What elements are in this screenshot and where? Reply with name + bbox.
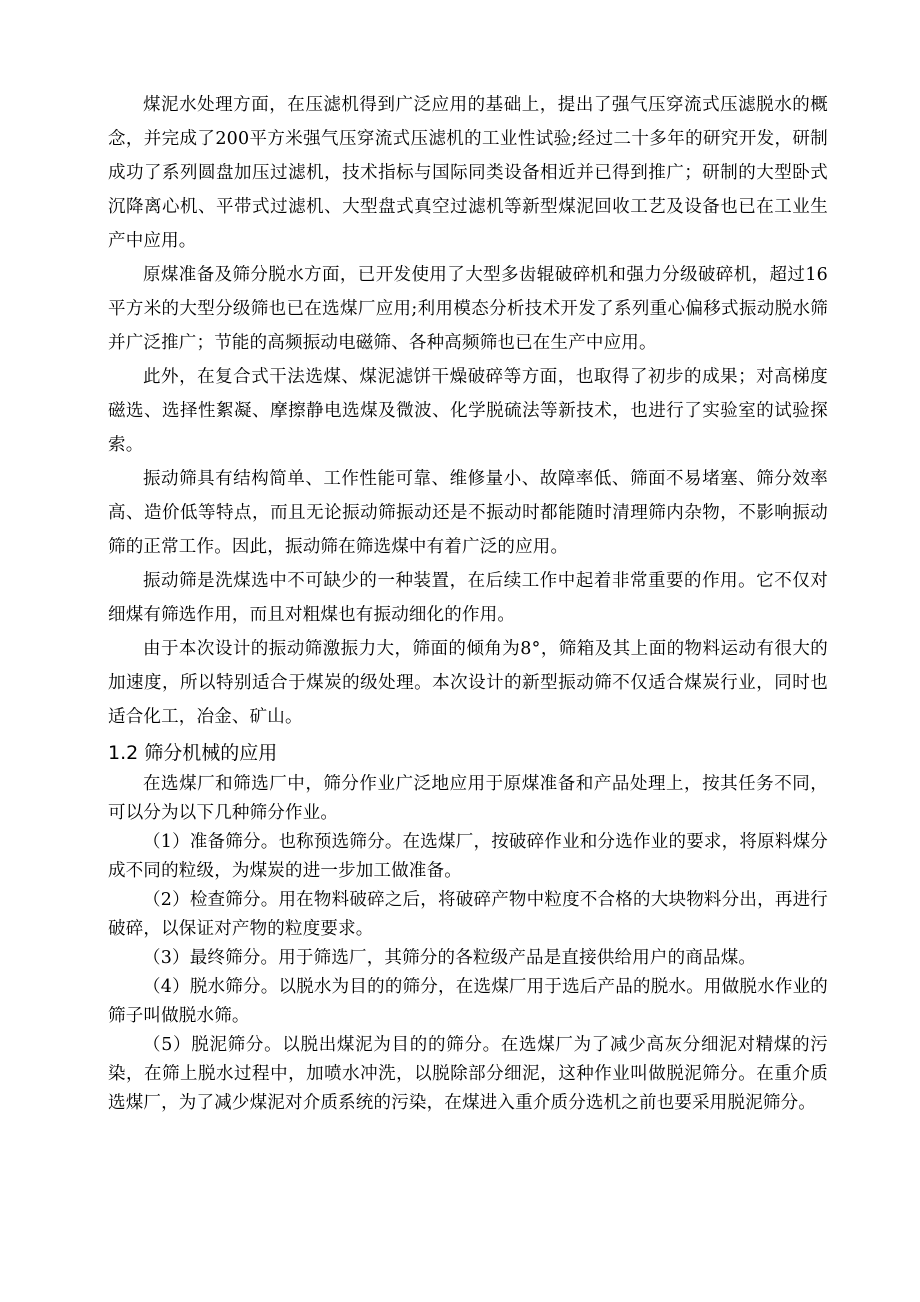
paragraph-screening-intro: 在选煤厂和筛选厂中，筛分作业广泛地应用于原煤准备和产品处理上，按其任务不同，可以分为以下几种筛分作业。: [108, 774, 828, 823]
paragraph-design-summary: 由于本次设计的振动筛激振力大，筛面的倾角为8°，筛箱及其上面的物料运动有很大的加速度，所以特别适合于煤炭的级处理。本次设计的新型振动筛不仅适合煤炭行业，同时也适合化工，冶金、矿山。: [108, 639, 828, 727]
section-body: [108, 770, 828, 1118]
paragraph-vibrating-screen-features: 振动筛具有结构简单、工作性能可靠、维修量小、故障率低、筛面不易堵塞、筛分效率高、造价低等特点，而且无论振动筛振动还是不振动时都能随时清理筛内杂物，不影响振动筛的正常工作。因此，振动筛在筛选煤中有着广泛的应用。: [108, 469, 828, 557]
section-heading: 1.2 筛分机械的应用: [108, 742, 278, 764]
paragraph-raw-coal-preparation: 原煤准备及筛分脱水方面，已开发使用了大型多齿辊破碎机和强力分级破碎机，超过16平方米的大型分级筛也已在选煤厂应用;利用模态分析技术开发了系列重心偏移式振动脱水筛并广泛推广；节能的高频振动电磁筛、各种高频筛也已在生产中应用。: [108, 265, 828, 353]
list-item-preparation-screening: （1）准备筛分。也称预选筛分。在选煤厂，按破碎作业和分选作业的要求，将原料煤分成不同的粒级，为煤炭的进一步加工做准备。: [108, 832, 828, 881]
list-item-dewatering-screening: （4）脱水筛分。以脱水为目的的筛分，在选煤厂用于选后产品的脱水。用做脱水作业的筛子叫做脱水筛。: [108, 977, 828, 1026]
paragraph-slime-water: 煤泥水处理方面，在压滤机得到广泛应用的基础上，提出了强气压穿流式压滤脱水的概念，并完成了200平方米强气压穿流式压滤机的工业性试验;经过二十多年的研究开发，研制成功了系列圆盘加压过滤机，技术指标与国际同类设备相近并已得到推广；研制的大型卧式沉降离心机、平带式过滤机、大型盘式真空过滤机等新型煤泥回收工艺及设备也已在工业生产中应用。: [108, 95, 828, 251]
list-item-desliming-screening: （5）脱泥筛分。以脱出煤泥为目的的筛分。在选煤厂为了减少高灰分细泥对精煤的污染，在筛上脱水过程中，加喷水冲洗，以脱除部分细泥，这种作业叫做脱泥筛分。在重介质选煤厂，为了减少煤泥对介质系统的污染，在煤进入重介质分选机之前也要采用脱泥筛分。: [108, 1035, 828, 1113]
document-page: [108, 88, 828, 1118]
list-item-check-screening: （2）检查筛分。用在物料破碎之后，将破碎产物中粒度不合格的大块物料分出，再进行破碎，以保证对产物的粒度要求。: [108, 890, 828, 939]
paragraph-vibrating-screen-role: 振动筛是洗煤选中不可缺少的一种装置，在后续工作中起着非常重要的作用。它不仅对细煤有筛选作用，而且对粗煤也有振动细化的作用。: [108, 571, 828, 625]
list-item-final-screening: （3）最终筛分。用于筛选厂，其筛分的各粒级产品是直接供给用户的商品煤。: [143, 948, 757, 968]
body-text: [108, 88, 828, 734]
paragraph-other-technologies: 此外，在复合式干法选煤、煤泥滤饼干燥破碎等方面，也取得了初步的成果；对高梯度磁选、选择性絮凝、摩擦静电选煤及微波、化学脱硫法等新技术，也进行了实验室的试验探索。: [108, 367, 828, 455]
